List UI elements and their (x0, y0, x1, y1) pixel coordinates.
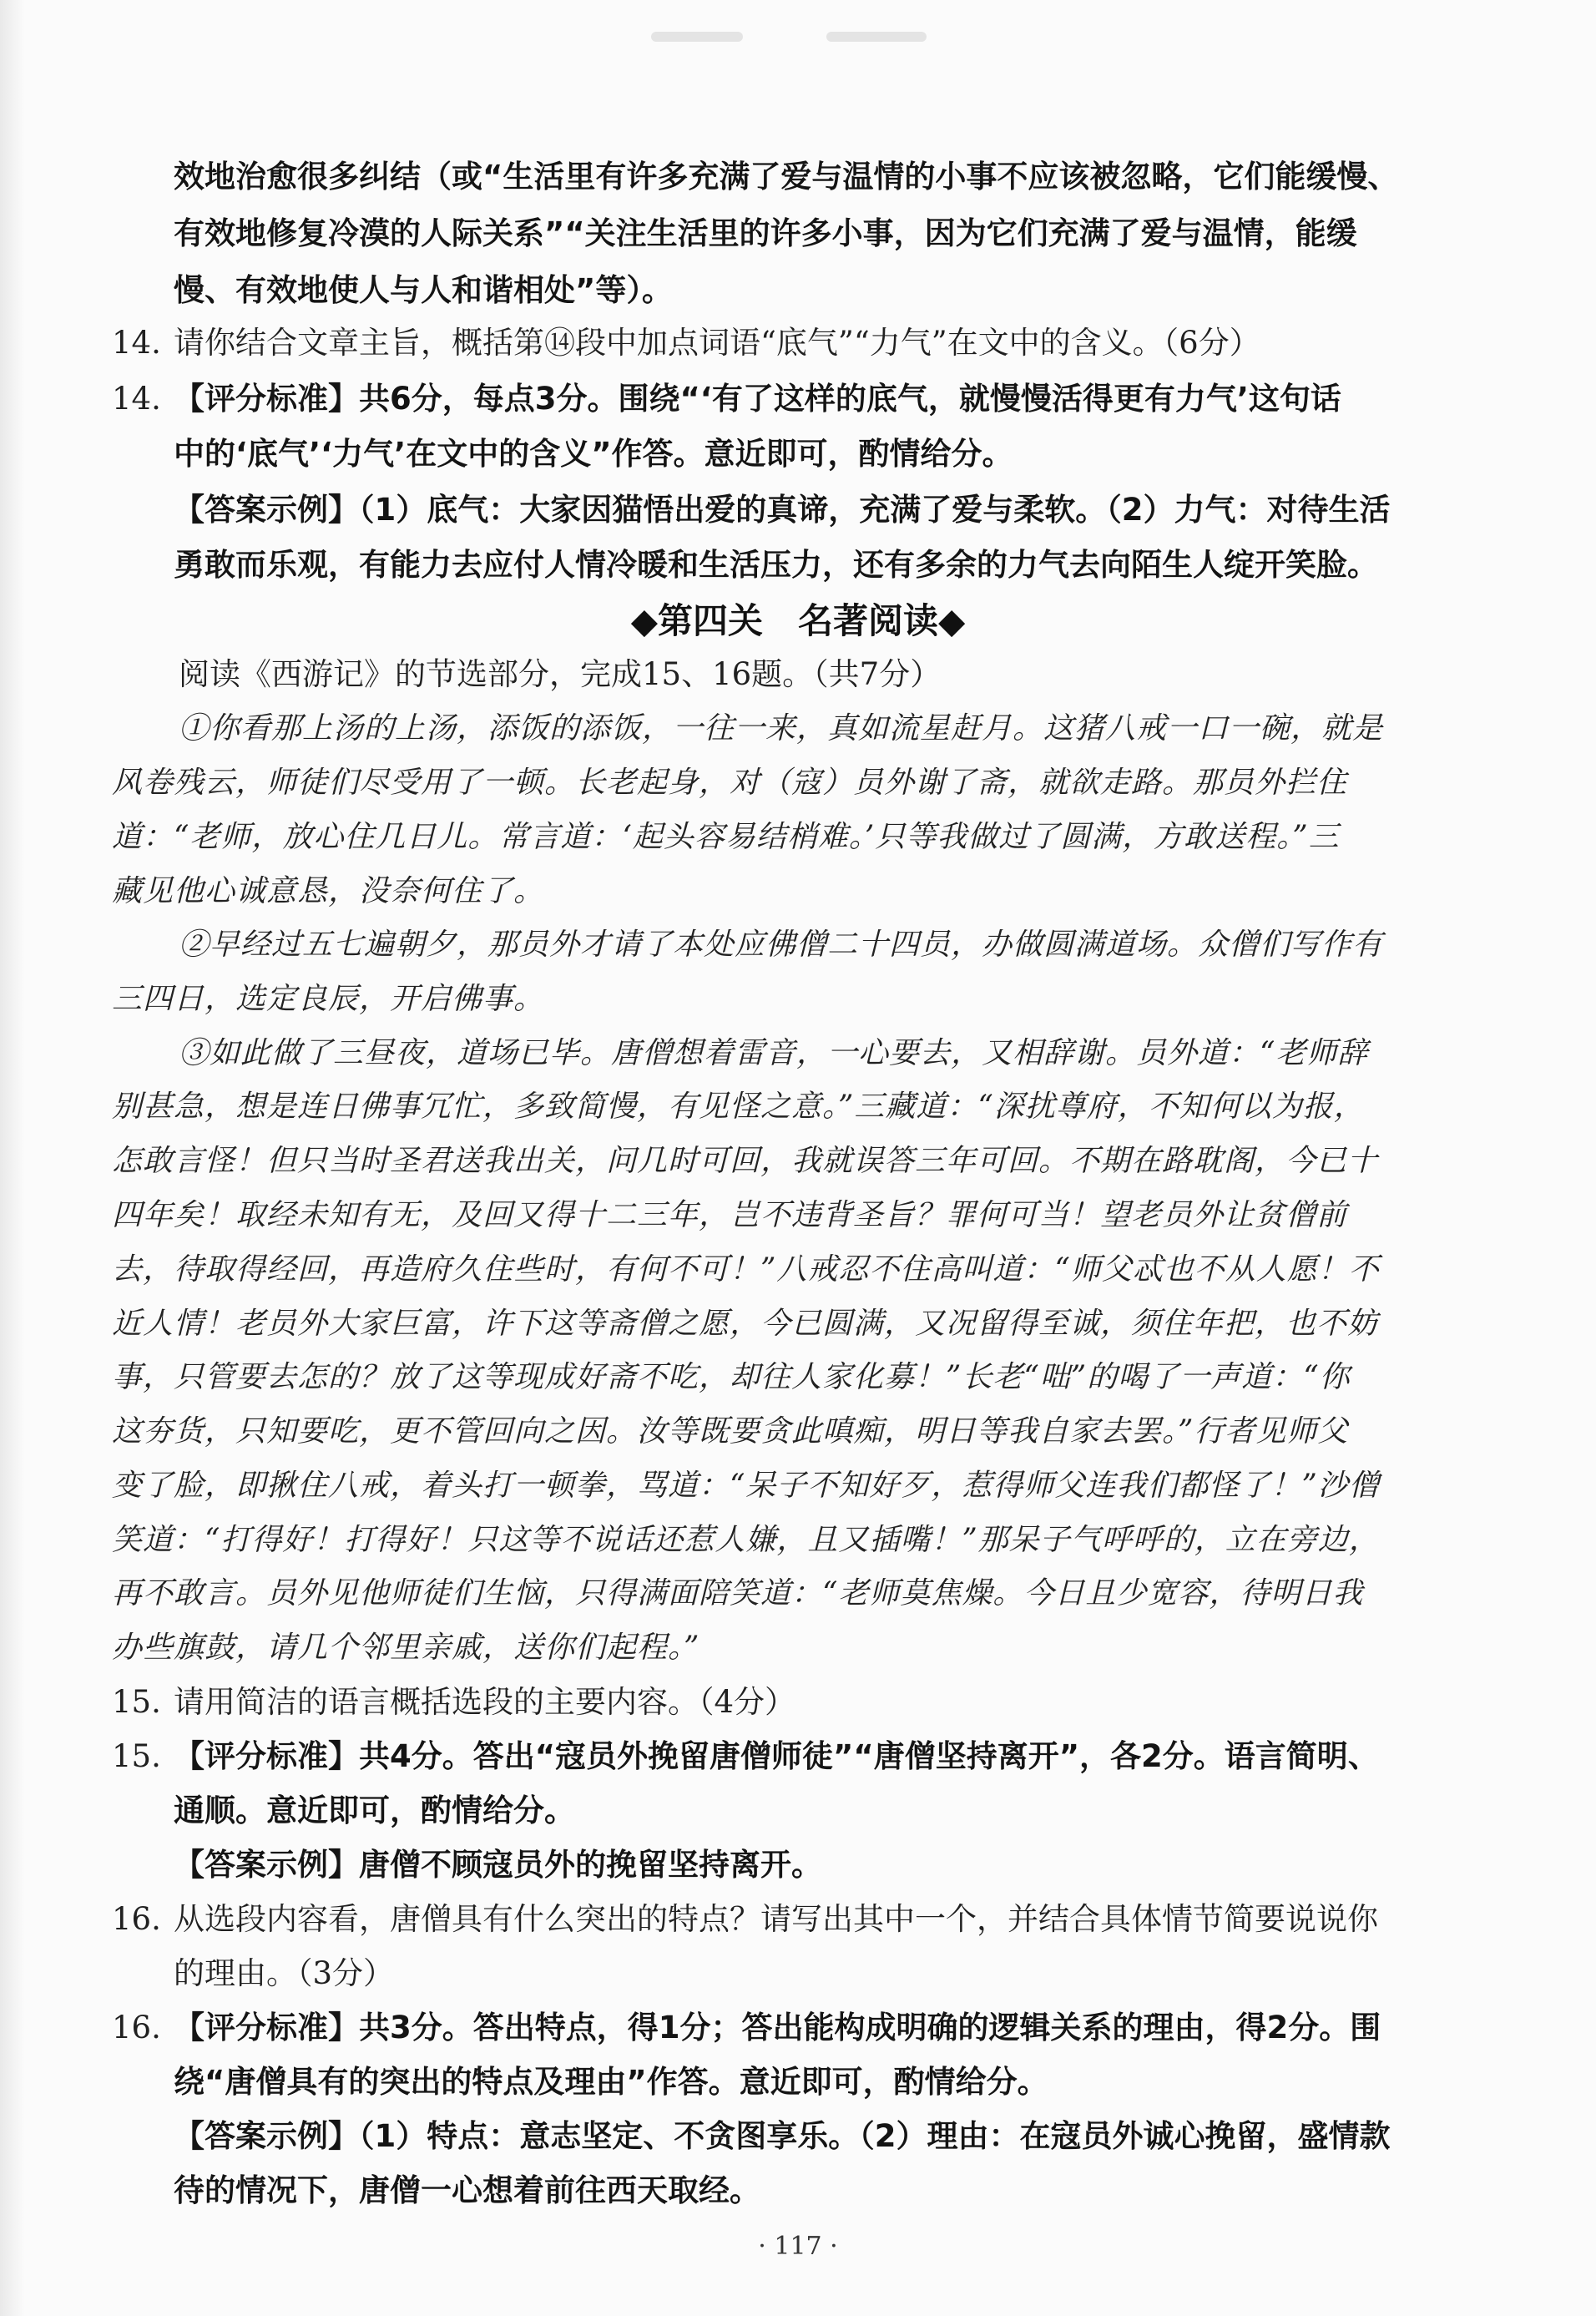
passage-line: 怎敢言怪！但只当时圣君送我出关，问几时可回，我就误答三年可回。不期在路耽阁，今已十 (112, 1144, 1379, 1178)
q15-example: 【答案示例】唐僧不顾寇员外的挽留坚持离开。 (174, 1847, 822, 1883)
q16-answer-number: 16. (112, 2010, 161, 2045)
q16-criteria-line-2: 绕“唐僧具有的突出的特点及理由”作答。意近即可，酌情给分。 (174, 2064, 1048, 2100)
answer-13-line-3: 慢、有效地使人与人和谐相处”等）。 (174, 272, 673, 308)
passage-line: 事，只管要去怎的？放了这等现成好斋不吃，却往人家化募！”长老“咄”的喝了一声道：“你 (112, 1360, 1351, 1394)
passage-line: 四年矣！取经未知有无，及回又得十二三年，岂不违背圣旨？罪何可当！望老员外让贫僧前 (112, 1198, 1348, 1232)
passage-line: 近人情！老员外大家巨富，许下这等斋僧之愿，今已圆满，又况留得至诚，须住年把，也不妨 (112, 1307, 1379, 1341)
q14-criteria-line-2: 中的‘底气’‘力气’在文中的含义”作答。意近即可，酌情给分。 (174, 436, 1013, 472)
q14-answer-number: 14. (112, 381, 161, 417)
passage-line: 道：“老师，放心住几日儿。常言道：‘起头容易结梢难。’只等我做过了圆满，方敢送程。”三 (112, 820, 1340, 854)
reading-intro: 阅读《西游记》的节选部分，完成15、16题。（共7分） (179, 656, 942, 692)
q15-question: 请用简洁的语言概括选段的主要内容。（4分） (174, 1684, 796, 1720)
q15-criteria-line-2: 通顺。意近即可，酌情给分。 (174, 1793, 575, 1828)
passage-line: 风卷残云，师徒们尽受用了一顿。长老起身，对（寇）员外谢了斋，就欲走路。那员外拦住 (112, 766, 1348, 800)
q15-criteria-line-1: 【评分标准】共4分。答出“寇员外挽留唐僧师徒”“唐僧坚持离开”，各2分。语言简明、 (174, 1738, 1379, 1774)
passage-line: 办些旗鼓，请几个邻里亲戚，送你们起程。” (112, 1631, 700, 1665)
q14-example-line-2: 勇敢而乐观，有能力去应付人情冷暖和生活压力，还有多余的力气去向陌生人绽开笑脸。 (174, 547, 1378, 583)
q16-question-line-2: 的理由。（3分） (174, 1955, 395, 1991)
answer-13-line-2: 有效地修复冷漠的人际关系”“关注生活里的许多小事，因为它们充满了爱与温情，能缓 (174, 215, 1357, 251)
q14-example-line-1: 【答案示例】（1）底气：大家因猫悟出爱的真谛，充满了爱与柔软。（2）力气：对待生活 (174, 492, 1391, 528)
q15-answer-number: 15. (112, 1738, 161, 1774)
q16-example-line-2: 待的情况下，唐僧一心想着前往西天取经。 (174, 2172, 760, 2208)
passage-line: 藏见他心诚意恳，没奈何住了。 (112, 874, 545, 908)
passage-line: 笑道：“打得好！打得好！只这等不说话还惹人嫌，且又插嘴！”那呆子气呼呼的，立在旁边， (112, 1523, 1380, 1557)
top-bleed-through (651, 17, 952, 58)
passage-line: 三四日，选定良辰，开启佛事。 (112, 982, 545, 1016)
page-edge-shadow (0, 0, 25, 2316)
q16-number: 16. (112, 1901, 161, 1937)
q15-number: 15. (112, 1684, 161, 1720)
q14-question: 请你结合文章主旨，概括第⑭段中加点词语“底气”“力气”在文中的含义。（6分） (174, 325, 1260, 361)
section-title: ◆第四关 名著阅读◆ (630, 600, 966, 641)
q16-example-line-1: 【答案示例】（1）特点：意志坚定、不贪图享乐。（2）理由：在寇员外诚心挽留，盛情款 (174, 2118, 1391, 2154)
page-number: · 117 · (758, 2232, 838, 2261)
passage-line: 变了脸，即揪住八戒，着头打一顿拳，骂道：“呆子不知好歹，惹得师父连我们都怪了！”沙僧 (112, 1469, 1380, 1503)
passage-line: 这夯货，只知要吃，更不管回向之因。汝等既要贪此嗔痴，明日等我自家去罢。”行者见师父 (112, 1414, 1349, 1449)
q16-question-line-1: 从选段内容看，唐僧具有什么突出的特点？请写出其中一个，并结合具体情节简要说说你 (174, 1901, 1378, 1937)
answer-13-line-1: 效地治愈很多纠结（或“生活里有许多充满了爱与温情的小事不应该被忽略，它们能缓慢、 (174, 159, 1399, 195)
passage-line: 再不敢言。员外见他师徒们生恼，只得满面陪笑道：“老师莫焦燥。今日且少宽容，待明日我 (112, 1576, 1364, 1611)
passage-line: 别甚急，想是连日佛事冗忙，多致简慢，有见怪之意。”三藏道：“深扰尊府，不知何以为报， (112, 1090, 1365, 1124)
passage-line: ①你看那上汤的上汤，添饭的添饭，一往一来，真如流星赶月。这猪八戒一口一碗，就是 (179, 711, 1384, 746)
q16-criteria-line-1: 【评分标准】共3分。答出特点，得1分；答出能构成明确的逻辑关系的理由，得2分。围 (174, 2010, 1381, 2045)
q14-criteria-line-1: 【评分标准】共6分，每点3分。围绕“‘有了这样的底气，就慢慢活得更有力气’这句话 (174, 381, 1341, 417)
passage-line: ②早经过五七遍朝夕，那员外才请了本处应佛僧二十四员，办做圆满道场。众僧们写作有 (179, 928, 1384, 962)
q14-number: 14. (112, 325, 161, 361)
passage-line: 去，待取得经回，再造府久住些时，有何不可！”八戒忍不住高叫道：“师父忒也不从人愿！不 (112, 1252, 1380, 1287)
passage-line: ③如此做了三昼夜，道场已毕。唐僧想着雷音，一心要去，又相辞谢。员外道：“老师辞 (179, 1036, 1369, 1070)
